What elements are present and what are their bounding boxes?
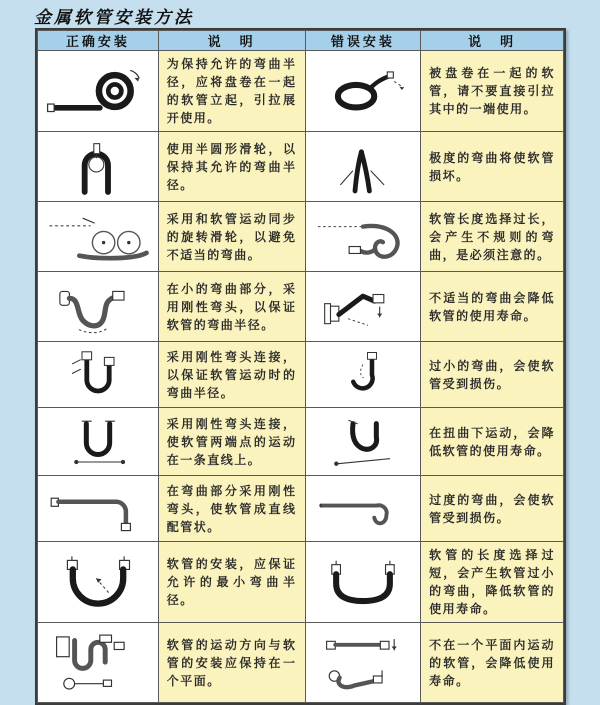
table-row — [38, 623, 564, 703]
table-row — [38, 51, 564, 132]
correct-description: 使用半圆形滑轮，以保持其允许的弯曲半径。 — [158, 132, 305, 202]
wrong-description: 过度的弯曲，会使软管受到损伤。 — [421, 476, 564, 542]
wrong-image-cell — [305, 51, 421, 132]
hose-rigid-elbow-connection-moving-icon — [50, 345, 146, 405]
page-title: 金属软管安装方法 — [34, 8, 194, 28]
table-row — [38, 476, 564, 542]
table-row — [38, 408, 564, 476]
hose-straight-run-with-rigid-elbow-icon — [44, 480, 152, 538]
correct-image-cell — [38, 408, 159, 476]
installation-methods-table — [35, 28, 566, 705]
correct-description: 采用刚性弯头连接，以保证软管运动时的弯曲半径。 — [158, 342, 305, 408]
hose-motion-out-of-plane-icon — [311, 628, 415, 698]
wrong-image-cell — [305, 542, 421, 623]
header-correct-installation: 正确安装 — [38, 31, 159, 51]
wrong-image-cell — [305, 272, 421, 342]
wrong-image-cell — [305, 342, 421, 408]
hose-too-long-irregular-bend-icon — [311, 206, 415, 268]
correct-description: 在小的弯曲部分，采用刚性弯头，以保证软管的弯曲半径。 — [158, 272, 305, 342]
table-row — [38, 132, 564, 202]
wrong-image-cell — [305, 623, 421, 703]
wrong-description: 过小的弯曲，会使软管受到损伤。 — [421, 342, 564, 408]
wrong-image-cell — [305, 408, 421, 476]
hose-small-bend-with-rigid-elbow-icon — [46, 276, 150, 338]
table-row — [38, 342, 564, 408]
hose-motion-in-one-plane-icon — [44, 628, 152, 698]
wrong-description: 不适当的弯曲会降低软管的使用寿命。 — [421, 272, 564, 342]
hose-extreme-sharp-bend-icon — [315, 136, 411, 198]
correct-image-cell — [38, 342, 159, 408]
wrong-image-cell — [305, 476, 421, 542]
header-wrong-installation: 错误安装 — [305, 31, 421, 51]
header-description-1: 说 明 — [158, 31, 305, 51]
wrong-description: 软管的长度选择过短，会产生软管过小的弯曲，降低软管的使用寿命。 — [421, 542, 564, 623]
hose-moving-under-torsion-icon — [313, 411, 413, 473]
correct-image-cell — [38, 542, 159, 623]
correct-image-cell — [38, 476, 159, 542]
correct-image-cell — [38, 202, 159, 272]
hose-coil-pulled-from-end-icon — [311, 58, 415, 124]
table-row — [38, 202, 564, 272]
hose-over-semicircular-pulley-icon — [48, 136, 148, 198]
hose-coil-upright-unreeling-icon — [42, 58, 154, 124]
wrong-image-cell — [305, 202, 421, 272]
table-header-row — [38, 31, 564, 51]
table-row — [38, 542, 564, 623]
correct-image-cell — [38, 132, 159, 202]
hose-with-synchronized-rotating-pulleys-icon — [42, 206, 154, 268]
correct-image-cell — [38, 272, 159, 342]
hose-excessive-bend-icon — [311, 480, 415, 538]
hose-improper-bend-icon — [313, 276, 413, 338]
wrong-description: 不在一个平面内运动的软管，会降低使用寿命。 — [421, 623, 564, 703]
wrong-image-cell — [305, 132, 421, 202]
correct-description: 软管的安装，应保证允许的最小弯曲半径。 — [158, 542, 305, 623]
correct-image-cell — [38, 623, 159, 703]
wrong-description: 被盘卷在一起的软管，请不要直接引拉其中的一端使用。 — [421, 51, 564, 132]
wrong-description: 极度的弯曲将使软管损坏。 — [421, 132, 564, 202]
hose-too-small-bend-icon — [318, 345, 408, 405]
correct-description: 采用刚性弯头连接，使软管两端点的运动在一条直线上。 — [158, 408, 305, 476]
header-description-2: 说 明 — [421, 31, 564, 51]
wrong-description: 软管长度选择过长，会产生不规则的弯曲，是必须注意的。 — [421, 202, 564, 272]
correct-image-cell — [38, 51, 159, 132]
table-row — [38, 272, 564, 342]
correct-description: 软管的运动方向与软管的安装应保持在一个平面。 — [158, 623, 305, 703]
hose-minimum-bend-radius-icon — [44, 550, 152, 614]
hose-too-short-icon — [311, 550, 415, 614]
correct-description: 为保持允许的弯曲半径，应将盘卷在一起的软管立起，引拉展开使用。 — [158, 51, 305, 132]
wrong-description: 在扭曲下运动，会降低软管的使用寿命。 — [421, 408, 564, 476]
hose-ends-moving-on-straight-line-icon — [48, 411, 148, 473]
correct-description: 采用和软管运动同步的旋转滑轮，以避免不适当的弯曲。 — [158, 202, 305, 272]
correct-description: 在弯曲部分采用刚性弯头，使软管成直线配管状。 — [158, 476, 305, 542]
